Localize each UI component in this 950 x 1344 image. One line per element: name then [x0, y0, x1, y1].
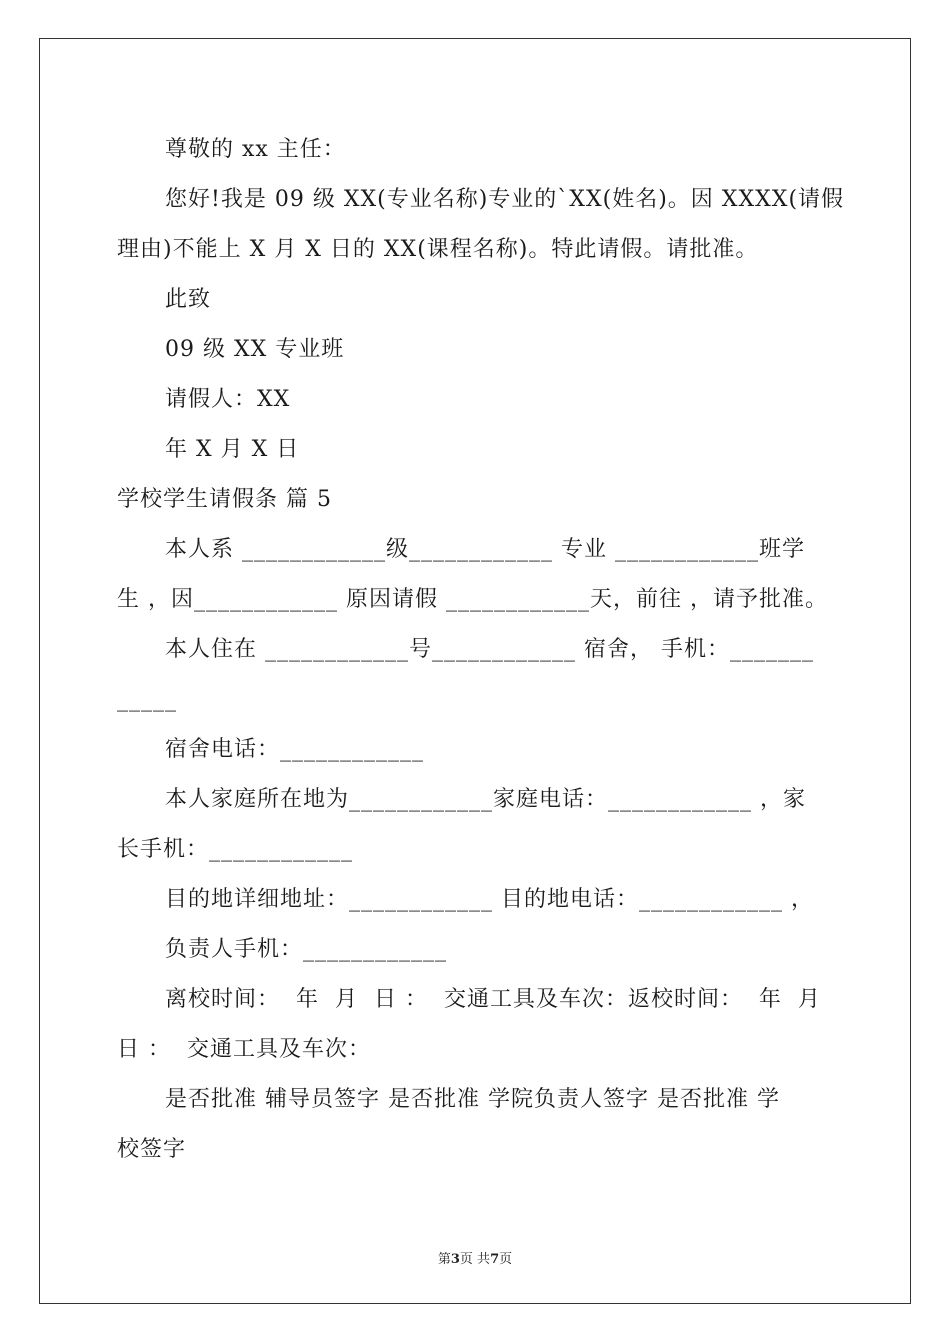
section-heading: 学校学生请假条 篇 5 [117, 487, 332, 512]
footer-mid: 页 共 [459, 1252, 491, 1267]
p8-line-1: 是否批准 辅导员签字 是否批准 学院负责人签字 是否批准 学 [165, 1087, 780, 1112]
closing: 此致 [165, 287, 212, 312]
footer-suffix: 页 [499, 1252, 513, 1267]
footer-prefix: 第 [437, 1252, 451, 1267]
body-line-2: 理由)不能上 X 月 X 日的 XX(课程名称)。特此请假。请批准。 [117, 237, 759, 262]
p2-line-1: 本人住在 ____________号____________ 宿舍， 手机：_______ [165, 637, 814, 662]
p8-line-2: 校签字 [117, 1137, 187, 1162]
dorm-phone: 宿舍电话：____________ [165, 737, 425, 762]
body-line-1: 您好!我是 09 级 XX(专业名称)专业的`XX(姓名)。因 XXXX(请假 [165, 187, 845, 212]
p1-line-2: 生 ，因____________ 原因请假 ____________天，前往 ，请予批准。 [117, 587, 828, 612]
page-border [39, 38, 911, 1304]
salutation: 尊敬的 xx 主任： [165, 137, 346, 162]
p7-line-2: 日 ： 交通工具及车次： [117, 1037, 371, 1062]
class-name: 09 级 XX 专业班 [165, 337, 345, 362]
page-footer [0, 1248, 950, 1267]
date: 年 X 月 X 日 [165, 437, 300, 462]
p4-line-1: 本人家庭所在地为____________家庭电话：____________ ，家 [165, 787, 806, 812]
p4-line-2: 长手机：____________ [117, 837, 354, 862]
p1-line-1: 本人系 ____________级____________ 专业 ____________班学 [165, 537, 805, 562]
footer-page-num: 3 [450, 1252, 460, 1267]
applicant: 请假人：XX [165, 387, 291, 412]
destination: 目的地详细地址：____________ 目的地电话：____________ ， [165, 887, 814, 912]
responsible-phone: 负责人手机：____________ [165, 937, 448, 962]
p2-line-2: _____ [117, 687, 177, 712]
footer-total: 7 [490, 1252, 500, 1267]
p7-line-1: 离校时间： 年 月 日 ： 交通工具及车次：返校时间： 年 月 [165, 987, 821, 1012]
